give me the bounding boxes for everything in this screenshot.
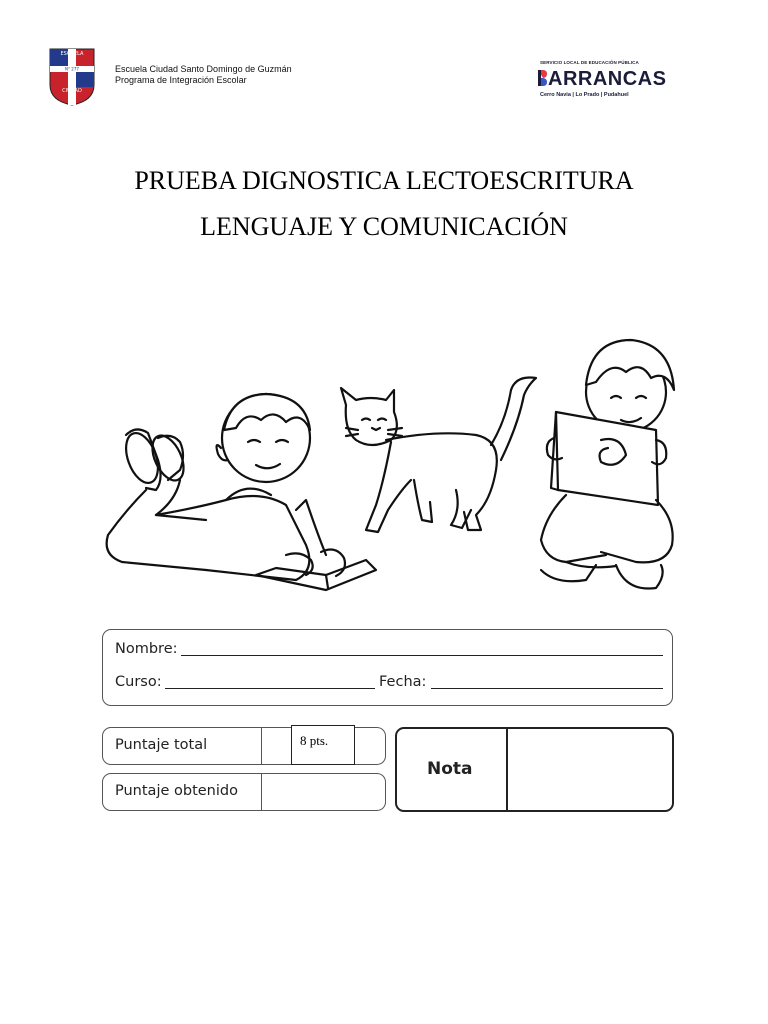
curso-label: Curso: <box>115 674 162 690</box>
nota-box <box>395 727 674 812</box>
slep-name-wordmark <box>538 68 666 91</box>
school-name: Escuela Ciudad Santo Domingo de Guzmán <box>115 64 292 74</box>
nombre-line[interactable] <box>181 655 663 656</box>
curso-line[interactable] <box>165 688 375 689</box>
nombre-label: Nombre: <box>115 641 178 657</box>
cat-drawing <box>341 378 536 533</box>
crest-number: N° 277 <box>65 66 79 72</box>
puntaje-total-value: 8 pts. <box>291 725 355 765</box>
school-info <box>115 64 292 85</box>
puntaje-total-label: Puntaje total <box>115 737 208 753</box>
slep-communes: Cerro Navia | Lo Prado | Pudahuel <box>540 92 629 98</box>
sitting-boy-drawing <box>541 340 674 589</box>
slep-b-mark-icon <box>538 68 547 88</box>
crest-text-bottom: CIUDAD <box>62 88 82 94</box>
document-subtitle: LENGUAJE Y COMUNICACIÓN <box>200 212 568 241</box>
fecha-label: Fecha: <box>379 674 427 690</box>
puntaje-total-divider <box>261 728 262 764</box>
lying-boy-drawing <box>107 394 376 590</box>
school-program: Programa de Integración Escolar <box>115 74 247 85</box>
nota-divider <box>506 729 508 810</box>
document-title: PRUEBA DIGNOSTICA LECTOESCRITURA <box>134 166 634 195</box>
school-crest-logo <box>48 47 96 107</box>
puntaje-obtenido-label: Puntaje obtenido <box>115 783 238 799</box>
crest-text-top: ESCUELA <box>60 51 84 57</box>
student-info-box <box>102 629 673 706</box>
slep-name-text: ARRANCAS <box>548 68 667 90</box>
slep-tagline: SERVICIO LOCAL DE EDUCACIÓN PÚBLICA <box>540 60 639 65</box>
slep-barrancas-logo <box>538 60 698 108</box>
puntaje-obtenido-divider <box>261 774 262 810</box>
children-reading-illustration <box>96 330 686 610</box>
nota-label: Nota <box>427 759 473 779</box>
puntaje-obtenido-box <box>102 773 386 811</box>
fecha-line[interactable] <box>431 688 663 689</box>
